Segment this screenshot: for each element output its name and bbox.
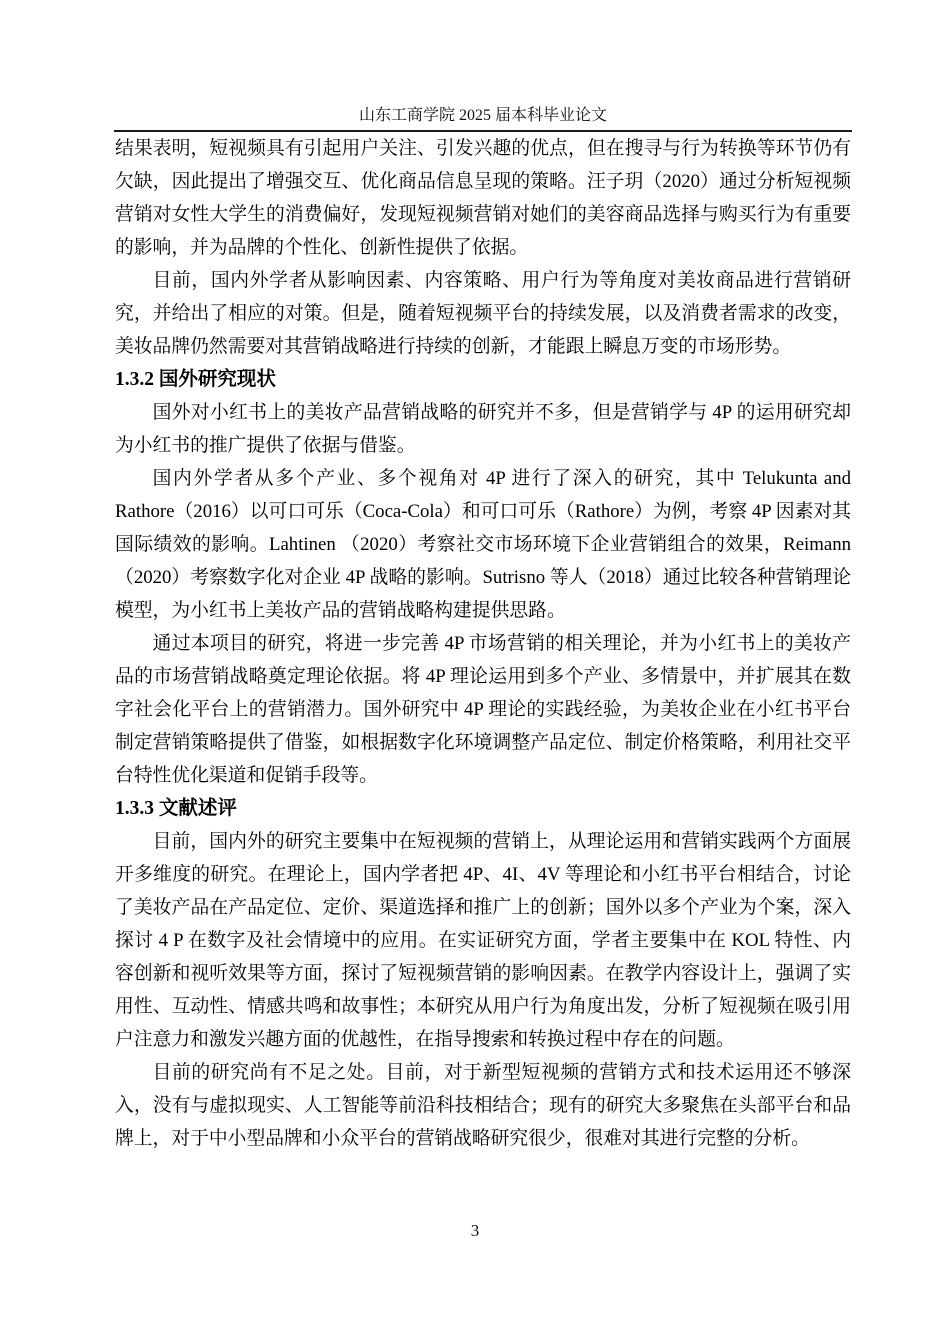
paragraph-foreign-intro: 国外对小红书上的美妆产品营销战略的研究并不多，但是营销学与 4P 的运用研究却为小红书的推广提供了依据与借鉴。 <box>115 402 851 456</box>
paragraph-foreign-4p-studies: 国内外学者从多个产业、多个视角对 4P 进行了深入的研究，其中 Telukunta and Rathore（2016）以可口可乐（Coca-Cola）和可口可乐（Rathore）为例，考察 4P 因素对其国际绩效的影响。Lahtinen （2020）考察社交市场环境下企业营销组合的效果，Reimann（2020）考察数字化对企业 4P 战略的影响。Sutrisno 等人（2018）通过比较各种营销理论模型，为小红书上美妆产品的营销战略构建提供思路。 <box>115 468 851 621</box>
paragraph-domestic-summary: 目前，国内外学者从影响因素、内容策略、用户行为等角度对美妆商品进行营销研究，并给出了相应的对策。但是，随着短视频平台的持续发展，以及消费者需求的改变，美妆品牌仍然需要对其营销战略进行持续的创新，才能跟上瞬息万变的市场形势。 <box>115 270 851 357</box>
paragraph-literature-review: 目前，国内外的研究主要集中在短视频的营销上，从理论运用和营销实践两个方面展开多维度的研究。在理论上，国内学者把 4P、4I、4V 等理论和小红书平台相结合，讨论了美妆产品在产品定位、定价、渠道选择和推广上的创新；国外以多个产业为个案，深入探讨 4 P 在数字及社会情境中的应用。在实证研究方面，学者主要集中在 KOL 特性、内容创新和视听效果等方面，探讨了短视频营销的影响因素。在教学内容设计上，强调了实用性、互动性、情感共鸣和故事性；本研究从用户行为角度出发，分析了短视频在吸引用户注意力和激发兴趣方面的优越性，在指导搜索和转换过程中存在的问题。 <box>115 831 851 1050</box>
section-heading-1-3-2: 1.3.2 国外研究现状 <box>115 369 276 390</box>
paragraph-project-contribution: 通过本项目的研究，将进一步完善 4P 市场营销的相关理论，并为小红书上的美妆产品的市场营销战略奠定理论依据。将 4P 理论运用到多个产业、多情景中，并扩展其在数字社会化平台上的营销潜力。国外研究中 4P 理论的实践经验，为美妆企业在小红书平台制定营销策略提供了借鉴，如根据数字化环境调整产品定位、制定价格策略，利用社交平台特性优化渠道和促销手段等。 <box>115 633 851 786</box>
page-number: 3 <box>470 1221 480 1240</box>
paragraph-research-gaps: 目前的研究尚有不足之处。目前，对于新型短视频的营销方式和技术运用还不够深入，没有与虚拟现实、人工智能等前沿科技相结合；现有的研究大多聚焦在头部平台和品牌上，对于中小型品牌和小众平台的营销战略研究很少，很难对其进行完整的分析。 <box>115 1062 851 1149</box>
thesis-body <box>115 132 851 1155</box>
section-heading-1-3-3: 1.3.3 文献述评 <box>115 798 237 819</box>
paragraph-domestic-findings: 结果表明，短视频具有引起用户关注、引发兴趣的优点，但在搜寻与行为转换等环节仍有欠缺，因此提出了增强交互、优化商品信息呈现的策略。汪子玥（2020）通过分析短视频营销对女性大学生的消费偏好，发现短视频营销对她们的美容商品选择与购买行为有重要的影响，并为品牌的个性化、创新性提供了依据。 <box>115 138 851 258</box>
page-header-title: 山东工商学院 2025 届本科毕业论文 <box>358 107 607 124</box>
